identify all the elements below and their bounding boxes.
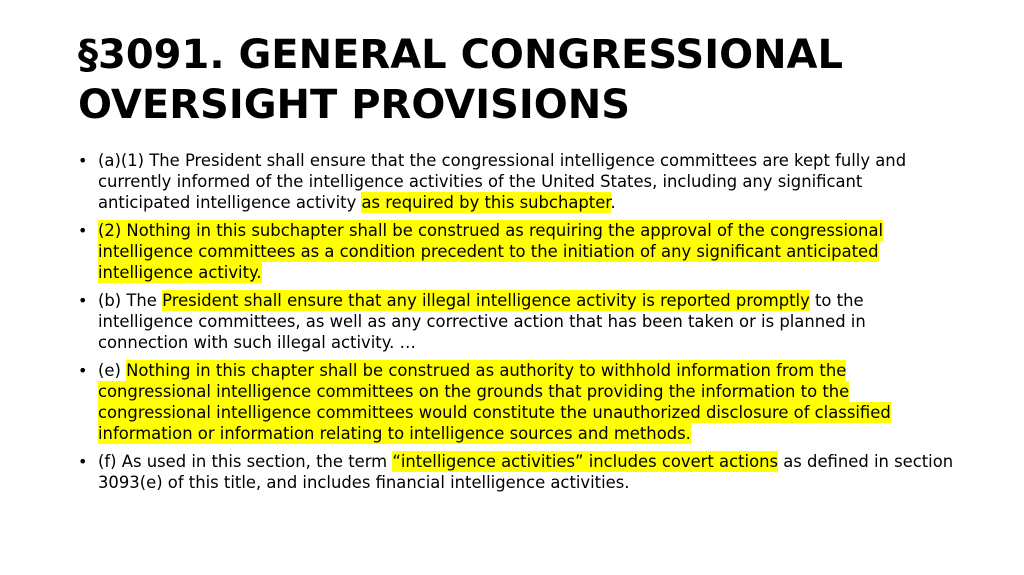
- bullet-dot-icon: •: [78, 361, 88, 380]
- bullet-text: (f) As used in this section, the term: [98, 452, 393, 471]
- bullet-item-f: [78, 451, 954, 493]
- highlighted-text: President shall ensure that any illegal intelligence activity is reported promptly: [162, 291, 810, 310]
- bullet-item-a2: [78, 220, 954, 283]
- bullet-dot-icon: •: [78, 151, 88, 170]
- slide-title: §3091. GENERAL CONGRESSIONAL OVERSIGHT PROVISIONS: [78, 32, 843, 128]
- bullet-dot-icon: •: [78, 452, 88, 471]
- bullet-text: (e): [98, 361, 127, 380]
- bullet-dot-icon: •: [78, 291, 88, 310]
- bullet-text: .: [610, 193, 616, 212]
- highlighted-text: as required by this subchapter: [361, 193, 611, 212]
- bullet-text: to the intelligence committees, as well as any corrective action that has been taken or is planned in connection with such illegal activity. …: [98, 291, 866, 352]
- bullet-text: (a)(1) The President shall ensure that the congressional intelligence committees are kept fully and currently informed of the intelligence activities of the United States, including any significant anticipated intelligence activity: [98, 151, 907, 212]
- bullet-text: (b) The: [98, 291, 163, 310]
- bullet-dot-icon: •: [78, 221, 88, 240]
- highlighted-text: “intelligence activities” includes covert actions: [392, 452, 779, 471]
- bullet-item-a1: [78, 150, 954, 213]
- bullet-text: as defined in section 3093(e) of this title, and includes financial intelligence activities.: [98, 452, 954, 492]
- bullet-item-b: [78, 290, 954, 353]
- bullet-item-e: [78, 360, 954, 444]
- highlighted-text: Nothing in this chapter shall be construed as authority to withhold information from the congressional intelligence committees on the grounds that providing the information to the congressional intelligence committees would constitute the unauthorized disclosure of classified information or information relating to intelligence sources and methods.: [98, 361, 891, 443]
- highlighted-text: (2) Nothing in this subchapter shall be construed as requiring the approval of the congressional intelligence committees as a condition precedent to the initiation of any significant anticipated intelligence activity.: [98, 221, 884, 282]
- bullet-list: [78, 150, 954, 493]
